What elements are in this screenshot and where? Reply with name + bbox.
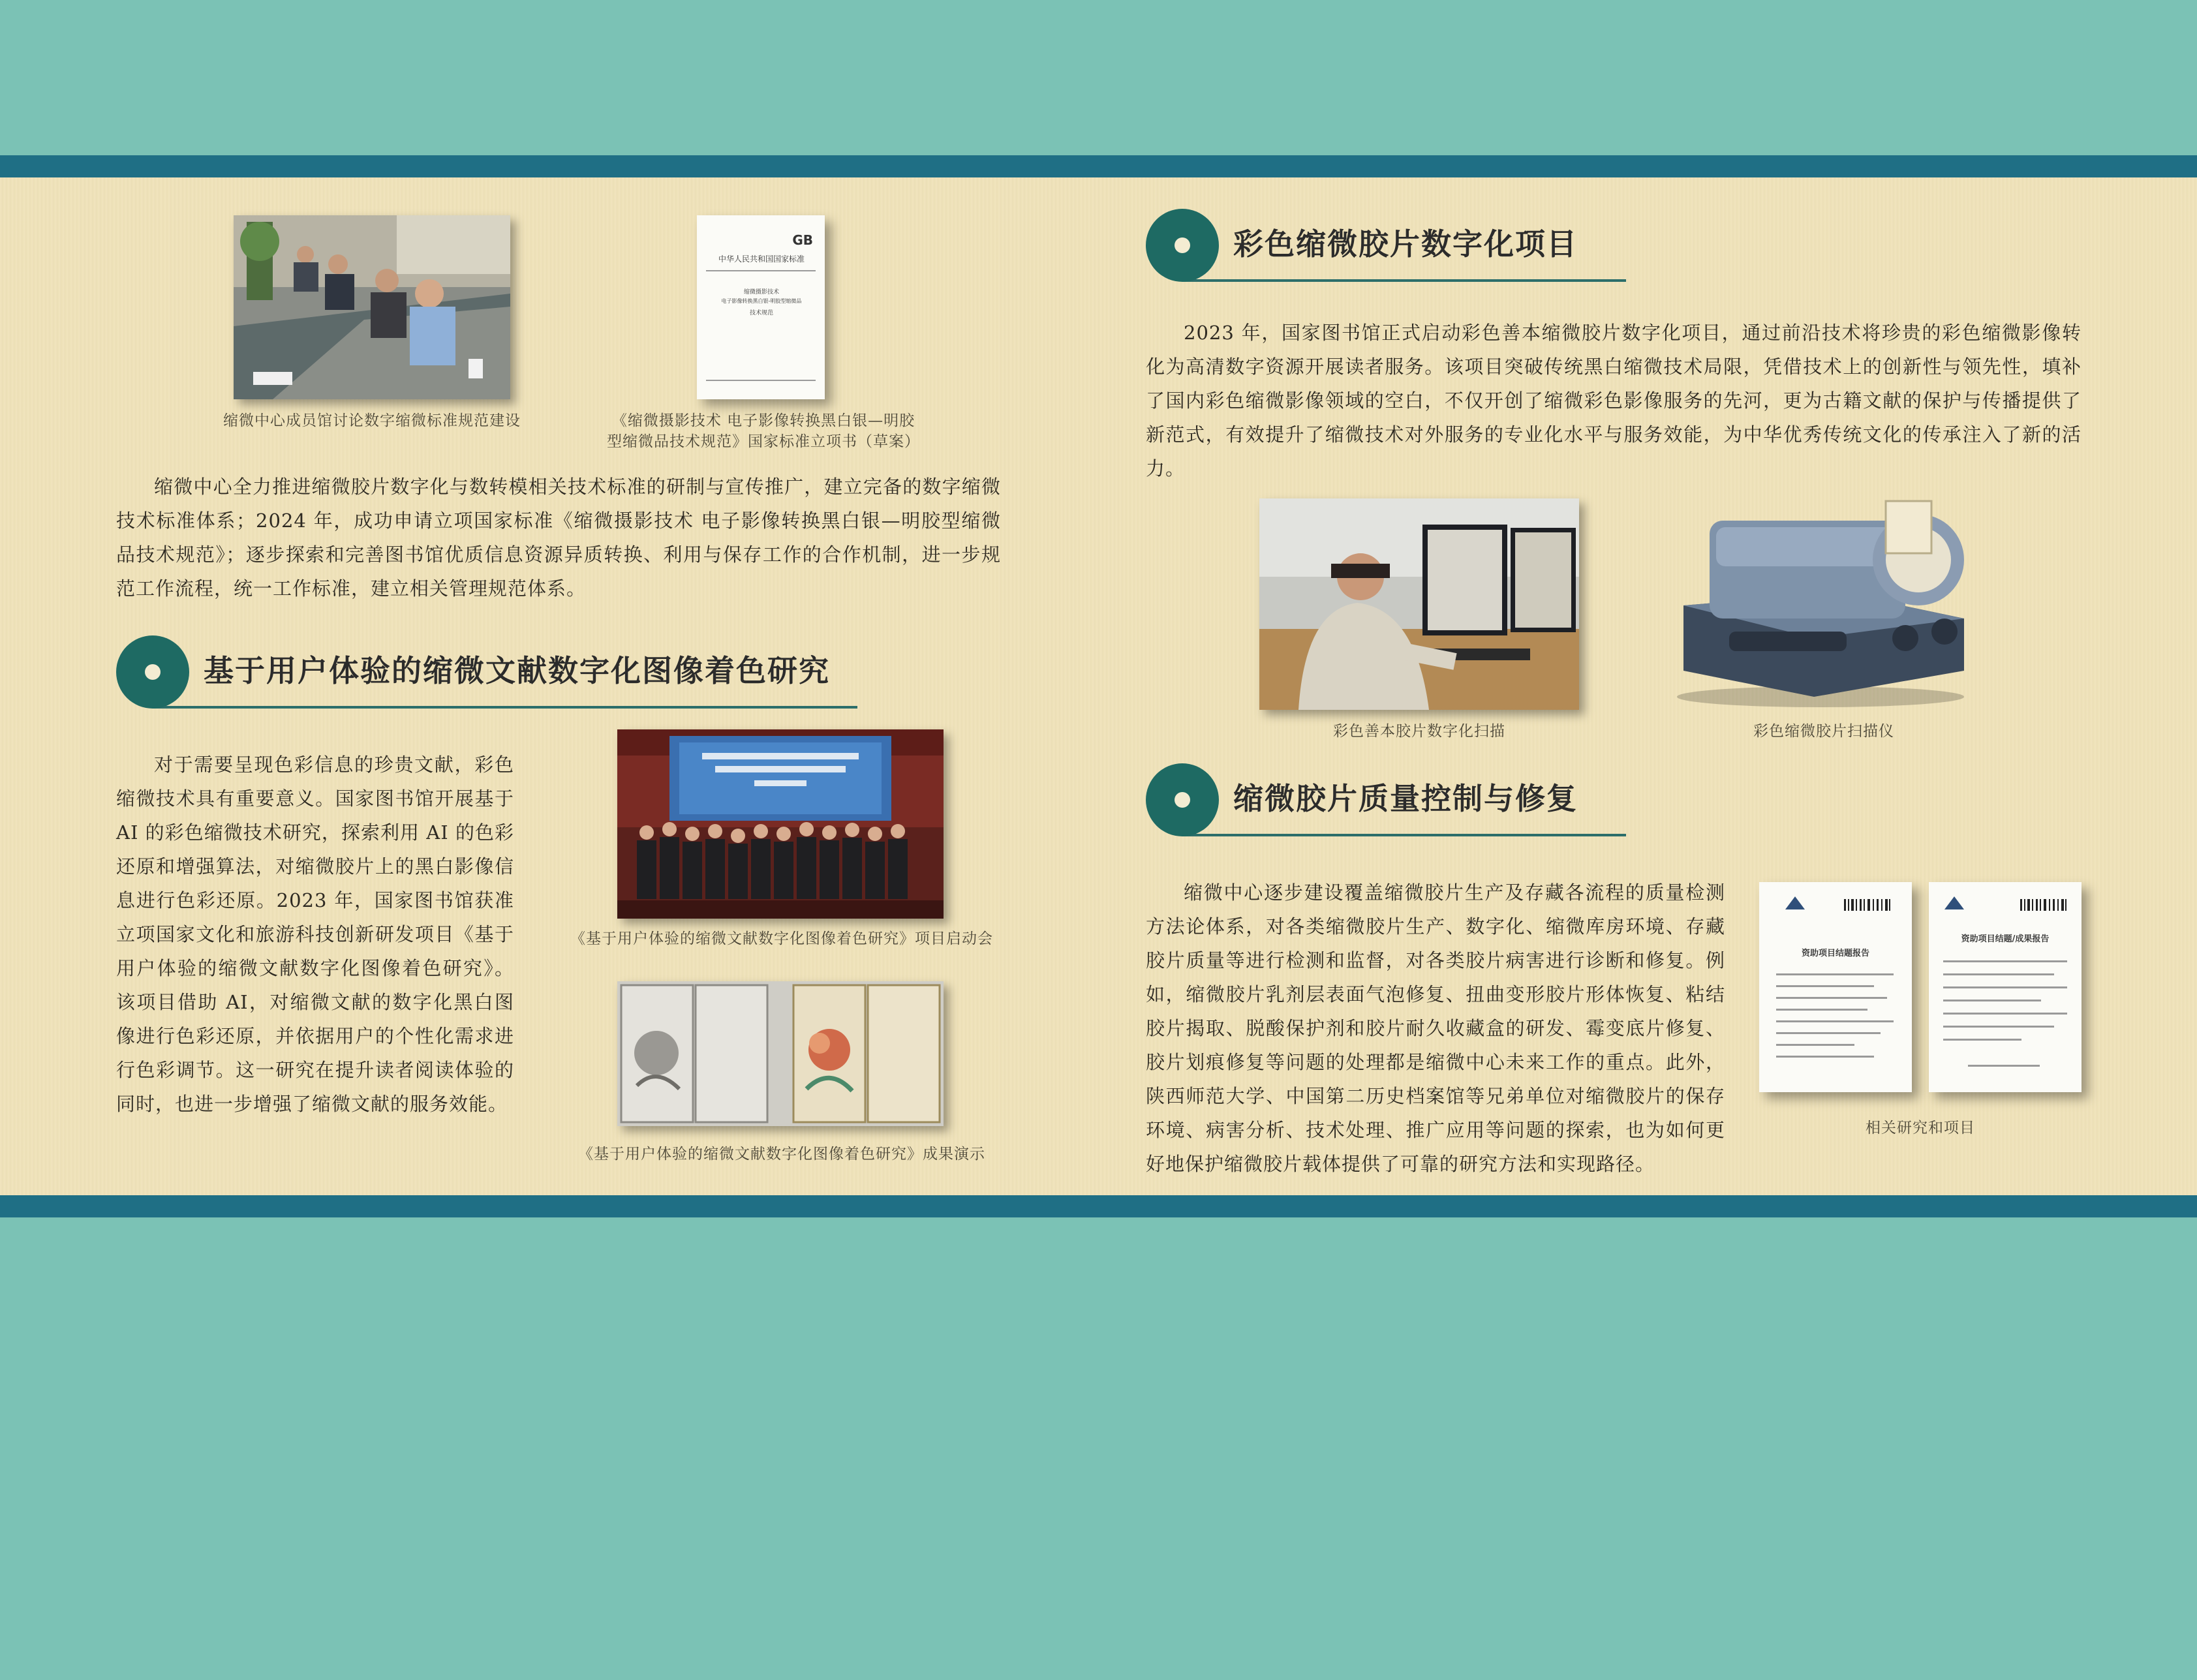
heading-underline (1182, 279, 1626, 282)
form-line (1776, 1009, 1867, 1011)
standards-paragraph: 缩微中心全力推进缩微胶片数字化与数转模相关技术标准的研制与宣传推广，建立完备的数字缩微技术标准体系；2024 年，成功申请立项国家标准《缩微摄影技术 电子影像转换黑白银—明胶型缩微品技术规范》；逐步探索和完善图书馆优质信息资源异质转换、利用与保存工作的合作机制，进一步规范工作流程，统一工作标准，建立相关管理规范体系。 (116, 476, 1001, 600)
heading-title: 缩微胶片质量控制与修复 (1233, 781, 1578, 816)
section-heading-color-research (116, 635, 860, 714)
standard-caption-line1: 《缩微摄影技术 电子影像转换黑白银—明胶 (611, 412, 915, 429)
barcode-icon (2020, 899, 2067, 911)
form-line (1776, 985, 1874, 987)
color-film-paragraph: 2023 年，国家图书馆正式启动彩色善本缩微胶片数字化项目，通过前沿技术将珍贵的彩色缩微影像转化为高清数字资源开展读者服务。该项目突破传统黑白缩微技术局限，凭借技术上的创新性与领先性，填补了国内彩色缩微影像领域的空白，不仅开创了缩微彩色影像服务的先河，更为古籍文献的保护与传播提供了新范式，有效提升了缩微技术对外服务的专业化水平与服务效能，为中华优秀传统文化的传承注入了新的活力。 (1146, 322, 2082, 480)
form-line (1943, 986, 2067, 988)
form-line (1943, 973, 2054, 975)
heading-title: 基于用户体验的缩微文献数字化图像着色研究 (204, 653, 830, 688)
heading-title: 彩色缩微胶片数字化项目 (1233, 226, 1578, 262)
form-line (1776, 973, 1894, 975)
standard-doc-subtitle-1: 缩微摄影技术 (743, 289, 779, 296)
form-line (1776, 1020, 1894, 1022)
documents-caption: 相关研究和项目 (1866, 1120, 1975, 1137)
heading-badge-icon (116, 635, 189, 709)
doc-rule (706, 270, 816, 271)
bottom-band (0, 1195, 2197, 1217)
project-report-document-1 (1759, 882, 1912, 1092)
form-line (1943, 960, 2067, 962)
section-heading-color-film (1146, 209, 1629, 287)
scanner-caption: 彩色缩微胶片扫描仪 (1753, 723, 1894, 740)
standard-doc-subtitle-3: 技术规范 (749, 310, 773, 316)
doc-footer-rule (706, 380, 816, 381)
launch-meeting-caption: 《基于用户体验的缩微文献数字化图像着色研究》项目启动会 (570, 930, 993, 947)
report-title-1: 资助项目结题报告 (1801, 949, 1869, 958)
form-line (1943, 1039, 2021, 1041)
form-line (1776, 1056, 1874, 1058)
heading-underline (153, 706, 857, 709)
meeting-photo (234, 215, 510, 399)
brochure-page (0, 177, 2197, 1195)
standard-doc-title: 中华人民共和国国家标准 (718, 254, 805, 264)
report-logo-icon (1944, 896, 1964, 909)
colorization-demo-caption: 《基于用户体验的缩微文献数字化图像着色研究》成果演示 (578, 1146, 985, 1163)
scanning-photo (1259, 498, 1579, 710)
form-line (1776, 997, 1887, 999)
meeting-caption: 缩微中心成员馆讨论数字缩微标准规范建设 (223, 412, 521, 429)
form-line (1776, 1044, 1854, 1046)
quality-paragraph: 缩微中心逐步建设覆盖缩微胶片生产及存藏各流程的质量检测方法论体系，对各类缩微胶片生产、数字化、缩微库房环境、存藏胶片质量等进行检测和监督，对各类胶片病害进行诊断和修复。例如，缩微胶片乳剂层表面气泡修复、扭曲变形胶片形体恢复、粘结胶片揭取、脱酸保护剂和胶片耐久收藏盒的研发、霉变底片修复、胶片划痕修复等问题的处理都是缩微中心未来工作的重点。此外，陕西师范大学、中国第二历史档案馆等兄弟单位对缩微胶片的保存环境、病害分析、技术处理、推广应用等问题的探索，也为如何更好地保护缩微胶片载体提供了可靠的研究方法和实现路径。 (1146, 881, 1725, 1175)
form-line (1776, 1032, 1881, 1034)
form-line (1943, 1026, 2054, 1028)
section-heading-quality (1146, 763, 1629, 842)
top-band (0, 155, 2197, 177)
form-line (1943, 1013, 2067, 1015)
report-logo-icon (1785, 896, 1805, 909)
microfilm-scanner-image (1670, 495, 1977, 710)
colorization-demo-image (617, 981, 944, 1126)
project-report-document-2 (1929, 882, 2082, 1092)
report-title-2: 资助项目结题/成果报告 (1961, 934, 2050, 944)
barcode-icon (1844, 899, 1891, 911)
heading-underline (1182, 834, 1626, 836)
scanning-caption: 彩色善本胶片数字化扫描 (1333, 723, 1505, 740)
standard-document (697, 215, 825, 399)
standard-caption-line2: 型缩微品技术规范》国家标准立项书（草案） (607, 433, 920, 450)
form-line (1968, 1065, 2040, 1067)
heading-badge-icon (1146, 209, 1219, 282)
form-line (1943, 1000, 2041, 1001)
launch-meeting-photo (617, 729, 944, 919)
heading-badge-icon (1146, 763, 1219, 836)
standard-doc-subtitle-2: 电子影像转换黑白银-明胶型缩微品 (721, 298, 802, 304)
gb-mark: GB (792, 232, 813, 248)
color-research-paragraph: 对于需要呈现色彩信息的珍贵文献，彩色缩微技术具有重要意义。国家图书馆开展基于 AI 的彩色缩微技术研究，探索利用 AI 的色彩还原和增强算法，对缩微胶片上的黑白影像信息进行色彩还原。2023 年，国家图书馆获准立项国家文化和旅游科技创新研发项目《基于用户体验的缩微文献数字化图像着色研究》。该项目借助 AI，对缩微文献的数字化黑白图像进行色彩还原，并依据用户的个性化需求进行色彩调节。这一研究在提升读者阅读体验的同时，也进一步增强了缩微文献的服务效能。 (116, 754, 514, 1115)
